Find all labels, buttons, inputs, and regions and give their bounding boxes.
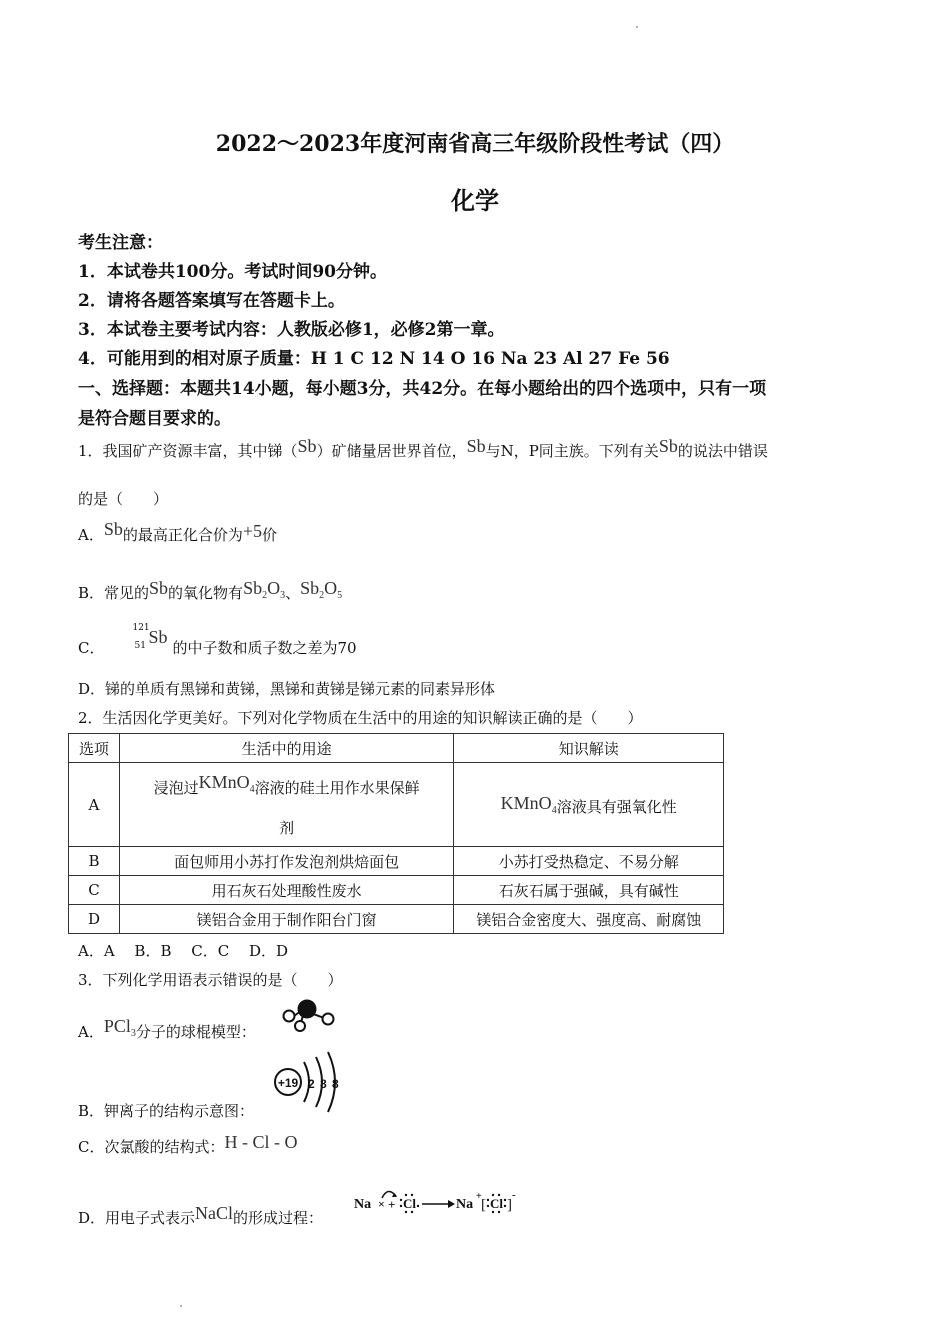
q1-stem-cont: 的是（ ）	[78, 490, 169, 508]
q2-table	[68, 733, 724, 934]
notice-item: 4．可能用到的相对原子质量：H 1 C 12 N 14 O 16 Na 23 Al 27 Fe 56	[78, 349, 670, 369]
q3-option-b[interactable]: B．钾离子的结构示意图：	[78, 1102, 255, 1120]
chlorine-atom	[400, 1194, 419, 1213]
svg-text:]: ]	[507, 1197, 512, 1213]
q3-stem: 3．下列化学用语表示错误的是（ ）	[78, 971, 343, 989]
section-heading: 一、选择题：本题共14小题，每小题3分，共42分。在每小题给出的四个选项中，只有一项	[78, 379, 767, 399]
section-heading-cont: 是符合题目要求的。	[78, 409, 231, 429]
table-header: 知识解读	[454, 734, 724, 763]
svg-text:[: [	[481, 1197, 486, 1213]
corner-mark	[636, 26, 638, 28]
table-row: A 浸泡过KMnO$_4$溶液的硅土用作水果保鲜 剂 KMnO$_4$溶液具有强氧化性	[69, 763, 724, 847]
q2-options[interactable]: A．A B．B C．C D．D	[78, 942, 289, 960]
potassium-ion-diagram-icon	[270, 1048, 350, 1116]
q1-option-d[interactable]: D．锑的单质有黑锑和黄锑，黑锑和黄锑是锑元素的同素异形体	[78, 680, 496, 698]
svg-text:8: 8	[320, 1077, 327, 1091]
notice-item: 2．请将各题答案填写在答题卡上。	[78, 291, 345, 311]
svg-text:Na: Na	[354, 1197, 372, 1212]
svg-text:+: +	[476, 1191, 482, 1202]
corner-mark	[180, 1305, 182, 1307]
ball-stick-model-icon	[278, 998, 338, 1034]
q2-stem: 2．生活因化学更美好。下列对化学物质在生活中的用途的知识解读正确的是（ ）	[78, 709, 643, 727]
notice-item: 1．本试卷共100分。考试时间90分钟。	[78, 262, 387, 282]
q1-stem: 1．我国矿产资源丰富，其中锑（Sb）矿储量居世界首位，Sb与N，P同主族。下列有关Sb的说法中错误	[78, 436, 768, 460]
svg-text:-: -	[512, 1189, 516, 1201]
nuclide-symbol: 121 51 Sb	[132, 623, 168, 651]
electron-formula-icon	[352, 1184, 520, 1218]
q1-option-c[interactable]: C． 121 51 Sb 的中子数和质子数之差为70	[78, 623, 357, 657]
table-header: 选项	[69, 734, 120, 763]
svg-text:Na: Na	[456, 1197, 474, 1212]
svg-text:+: +	[388, 1197, 396, 1212]
subject-title: 化学	[451, 186, 499, 215]
svg-text:×: ×	[378, 1197, 385, 1211]
svg-text:8: 8	[332, 1077, 339, 1091]
svg-text:Cl: Cl	[490, 1196, 503, 1211]
q1-option-a[interactable]: A．Sb的最高正化合价为+5价	[78, 519, 278, 544]
q1-option-b[interactable]: B．常见的Sb的氧化物有$Sb_2O_3$、$Sb_2O_5$	[78, 578, 343, 602]
table-row: C 用石灰石处理酸性废水 石灰石属于强碱，具有碱性	[69, 876, 724, 905]
svg-text:+19: +19	[277, 1076, 299, 1090]
table-row: D 镁铝合金用于制作阳台门窗 镁铝合金密度大、强度高、耐腐蚀	[69, 905, 724, 934]
table-header: 生活中的用途	[119, 734, 453, 763]
table-row: B 面包师用小苏打作发泡剂烘焙面包 小苏打受热稳定、不易分解	[69, 847, 724, 876]
exam-title: 2022～2023年度河南省高三年级阶段性考试（四）	[215, 131, 735, 157]
q3-option-a[interactable]: A．PCl$_3$分子的球棍模型：	[78, 1016, 256, 1041]
q3-option-d[interactable]: D．用电子式表示NaCl的形成过程：	[78, 1203, 324, 1227]
notice-item: 3．本试卷主要考试内容：人教版必修1，必修2第一章。	[78, 320, 505, 340]
table-header-row	[69, 734, 724, 763]
svg-text:2: 2	[308, 1077, 315, 1091]
svg-text:Cl: Cl	[403, 1196, 416, 1211]
notice-heading: 考生注意：	[78, 233, 163, 253]
q3-option-c[interactable]: C．次氯酸的结构式：H - Cl - O	[78, 1132, 298, 1156]
